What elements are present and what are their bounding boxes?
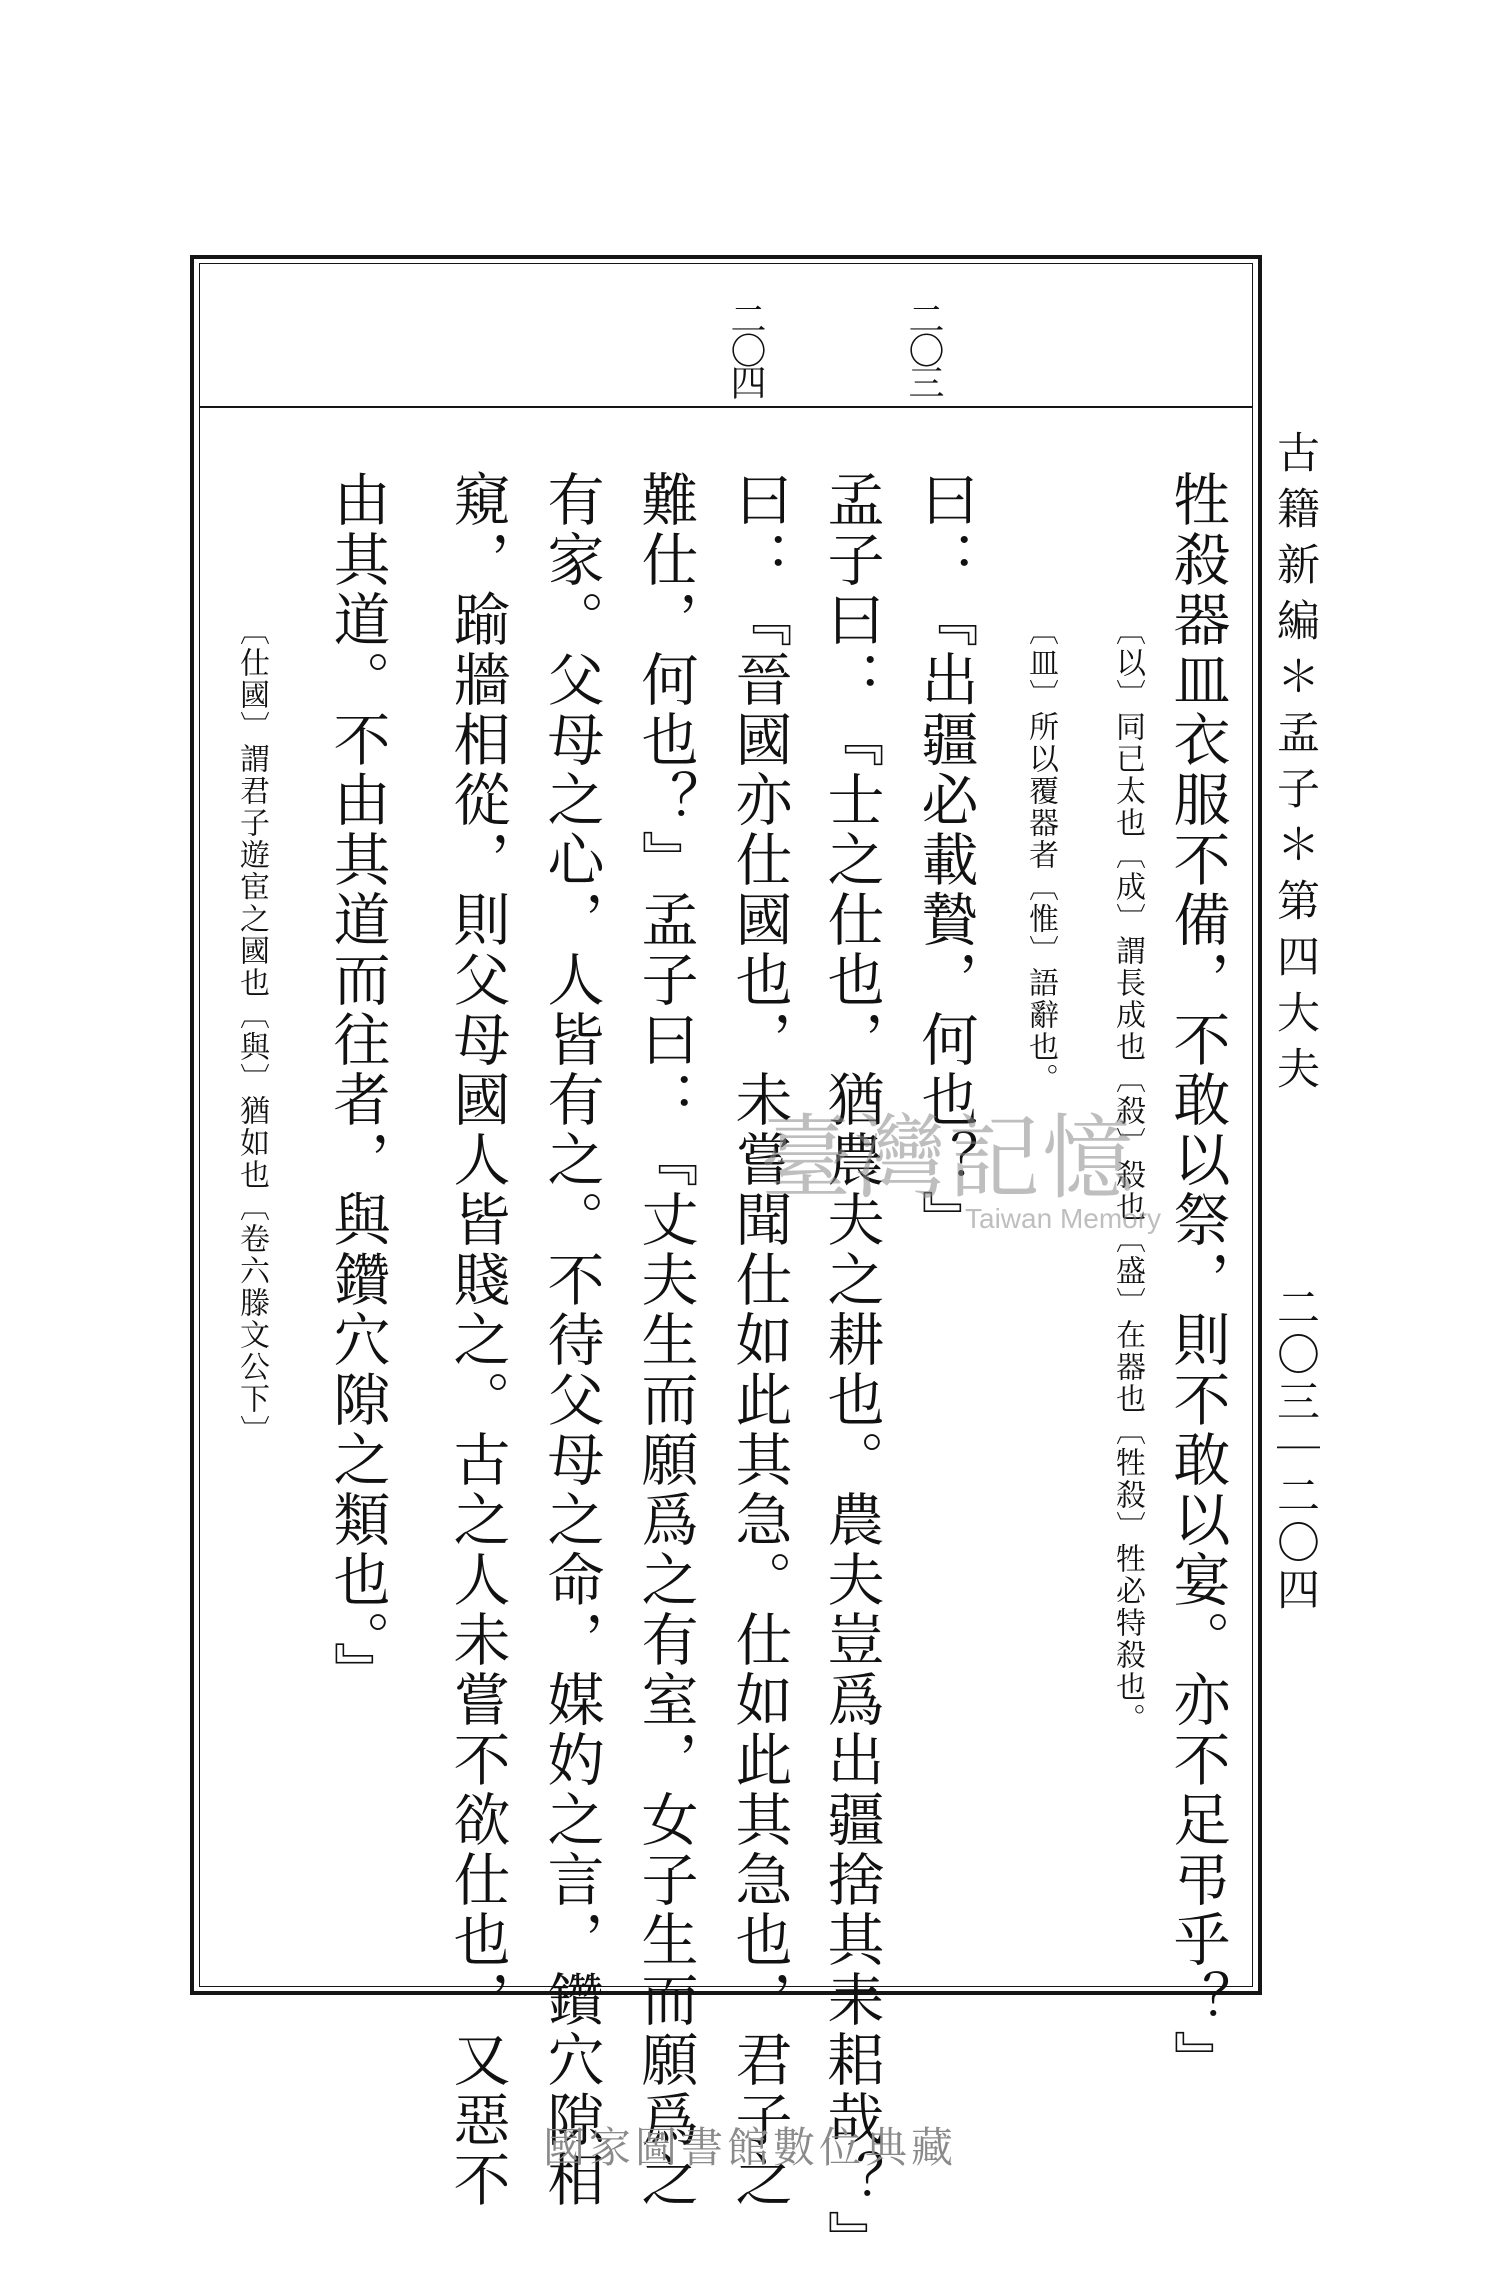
- margin-number-203: 二〇三: [903, 300, 944, 396]
- watermark-english: Taiwan Memory: [965, 1203, 1162, 1234]
- text-column-3: 孟子曰：『士之仕也，猶農夫之耕也。農夫豈爲出疆捨其耒耜哉？』: [818, 470, 884, 2270]
- note-column-3: 〔仕國〕謂君子遊宦之國也〔與〕猶如也〔卷六滕文公下〕: [234, 615, 269, 1447]
- text-column-6: 有家。父母之心，人皆有之。不待父母之命，媒妁之言，鑽穴隙相: [538, 470, 604, 2210]
- text-column-2: 曰：『出疆必載贄，何也？』: [912, 470, 978, 1250]
- text-column-5: 難仕，何也？』孟子曰：『丈夫生而願爲之有室，女子生而願爲之: [632, 470, 698, 2210]
- note-column-1: 〔以〕同已太也〔成〕謂長成也〔殺〕殺也〔盛〕在器也〔牲殺〕牲必特殺也。: [1110, 615, 1145, 1735]
- running-head: 古籍新編＊孟子＊第四大夫: [1270, 430, 1320, 1102]
- text-column-7: 窺，踰牆相從，則父母國人皆賤之。古之人未嘗不欲仕也，又惡不: [444, 470, 510, 2210]
- header-rule: [199, 406, 1253, 408]
- page-numbers: 二〇三｜二〇四: [1270, 1285, 1320, 1614]
- watermark: [760, 1085, 1230, 1245]
- text-column-1: 牲殺器皿衣服不備，不敢以祭，則不敢以宴。亦不足弔乎？』: [1164, 470, 1230, 2090]
- text-column-8: 由其道。不由其道而往者，與鑽穴隙之類也。』: [324, 470, 390, 1702]
- note-column-2: 〔皿〕所以覆器者〔惟〕語辭也。: [1023, 615, 1058, 1095]
- watermark-chinese: 臺灣記憶: [760, 1105, 1137, 1212]
- footer-caption: 國家圖書館數位典藏: [542, 2123, 957, 2172]
- margin-number-204: 二〇四: [725, 300, 766, 396]
- text-column-4: 曰：『晉國亦仕國也，未嘗聞仕如此其急。仕如此其急也，君子之: [726, 470, 792, 2210]
